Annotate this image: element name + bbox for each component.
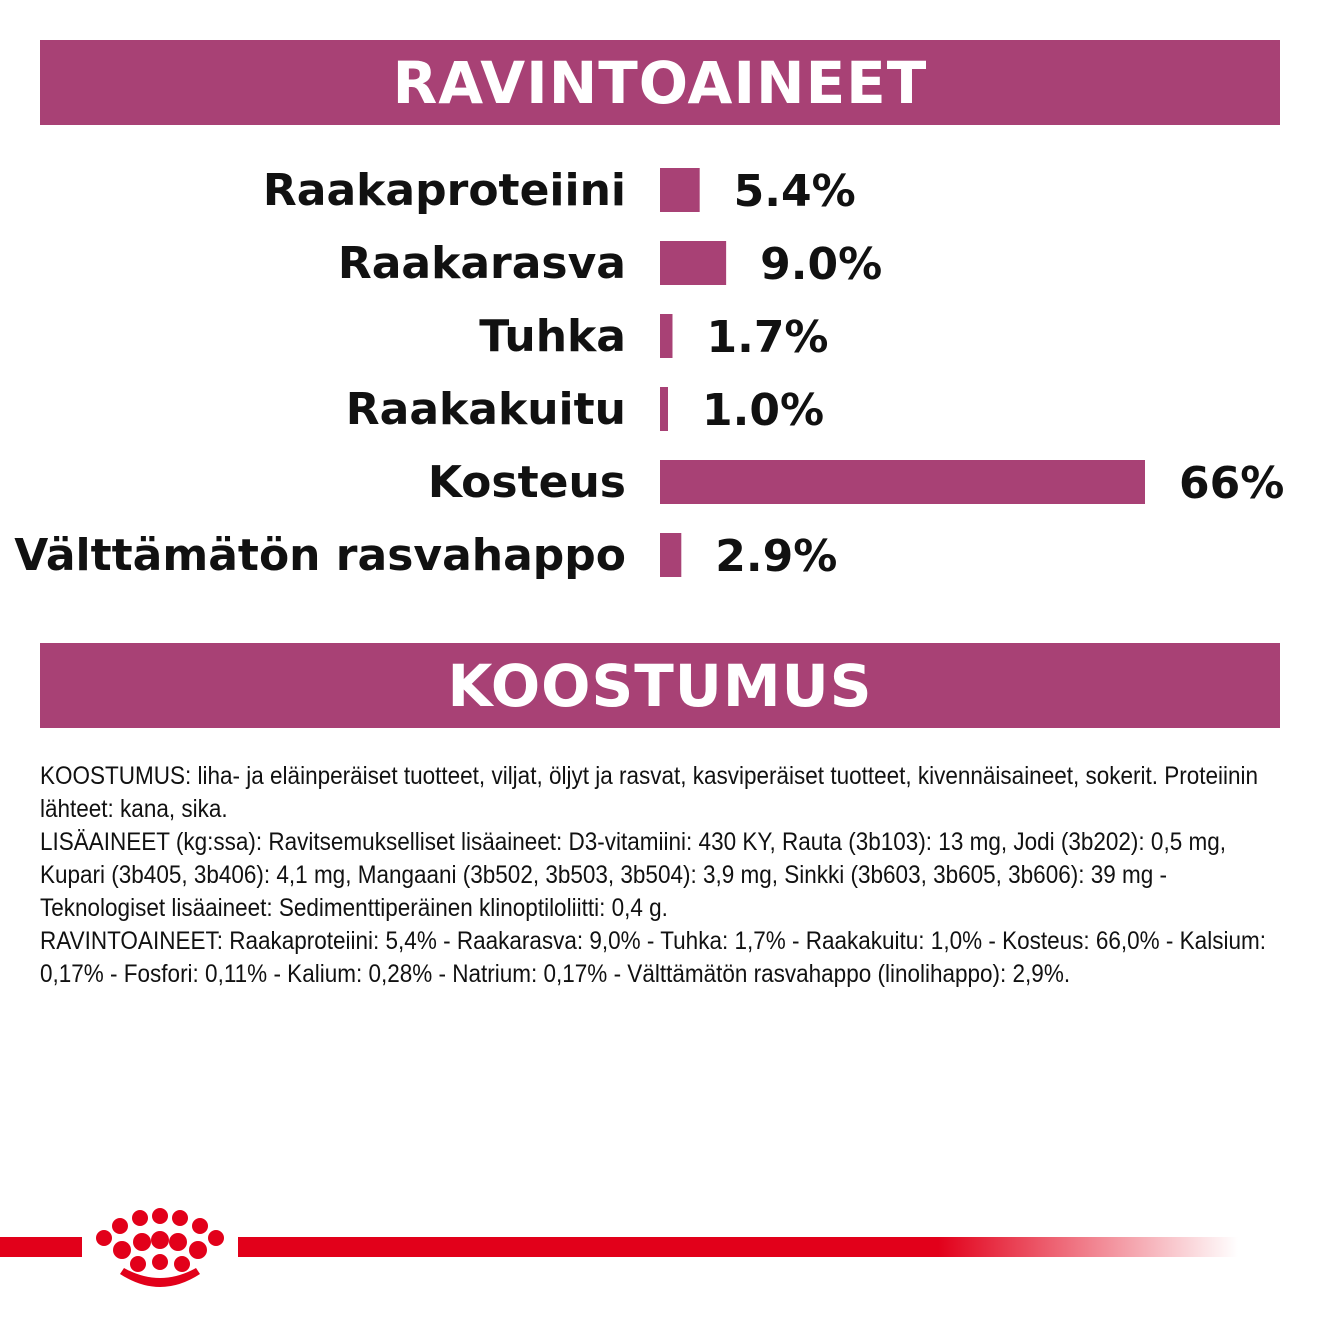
value-label: 1.0% xyxy=(702,385,825,436)
nutrients-title: RAVINTOAINEET xyxy=(392,48,928,117)
bar xyxy=(660,533,681,577)
composition-paragraph-nutrients: RAVINTOAINEET: Raakaproteiini: 5,4% - Raakarasva: 9,0% - Tuhka: 1,7% - Raakakuitu: 1,0% - Kosteus: 66,0% - Kalsium: 0,17% - Fosfori: 0,11% - Kalium: 0,28% - Natrium: 0,17% - Välttämätön rasvahappo (linolihappo): 2,9%. xyxy=(40,927,1266,988)
category-label: Raakarasva xyxy=(337,238,626,289)
bar xyxy=(660,460,1145,504)
value-label: 5.4% xyxy=(733,166,856,217)
value-label: 66% xyxy=(1179,458,1285,509)
category-label: Raakakuitu xyxy=(345,384,626,435)
composition-banner xyxy=(40,643,1280,728)
category-label: Tuhka xyxy=(479,311,626,362)
footer-line-right xyxy=(238,1237,1238,1257)
value-label: 9.0% xyxy=(760,239,883,290)
royal-canin-crown-icon xyxy=(92,1208,228,1290)
bar xyxy=(660,387,668,431)
bar xyxy=(660,241,726,285)
value-label: 1.7% xyxy=(706,312,829,363)
composition-title: KOOSTUMUS xyxy=(447,651,873,720)
composition-paragraph-ingredients: KOOSTUMUS: liha- ja eläinperäiset tuotteet, viljat, öljyt ja rasvat, kasviperäiset tuotteet, kivennäisaineet, sokerit. Proteiinin lähteet: kana, sika. xyxy=(40,762,1259,823)
composition-paragraph-additives: LISÄAINEET (kg:ssa): Ravitsemukselliset lisäaineet: D3-vitamiini: 430 KY, Rauta (3b103): 13 mg, Jodi (3b202): 0,5 mg, Kupari (3b405, 3b406): 4,1 mg, Mangaani (3b502, 3b503, 3b504): 3,9 mg, Sinkki (3b603, 3b605, 3b606): 39 mg - Teknologiset lisäaineet: Sedimenttiperäinen klinoptiloliitti: 0,4 g. xyxy=(40,828,1226,922)
nutrients-bar-chart xyxy=(0,150,1320,610)
footer-line-left xyxy=(0,1237,82,1257)
category-label: Raakaproteiini xyxy=(262,165,626,216)
composition-text xyxy=(40,760,1273,991)
bar xyxy=(660,168,700,212)
category-label: Välttämätön rasvahappo xyxy=(14,530,626,581)
bar xyxy=(660,314,672,358)
nutrients-banner xyxy=(40,40,1280,125)
category-label: Kosteus xyxy=(427,457,626,508)
value-label: 2.9% xyxy=(715,531,838,582)
